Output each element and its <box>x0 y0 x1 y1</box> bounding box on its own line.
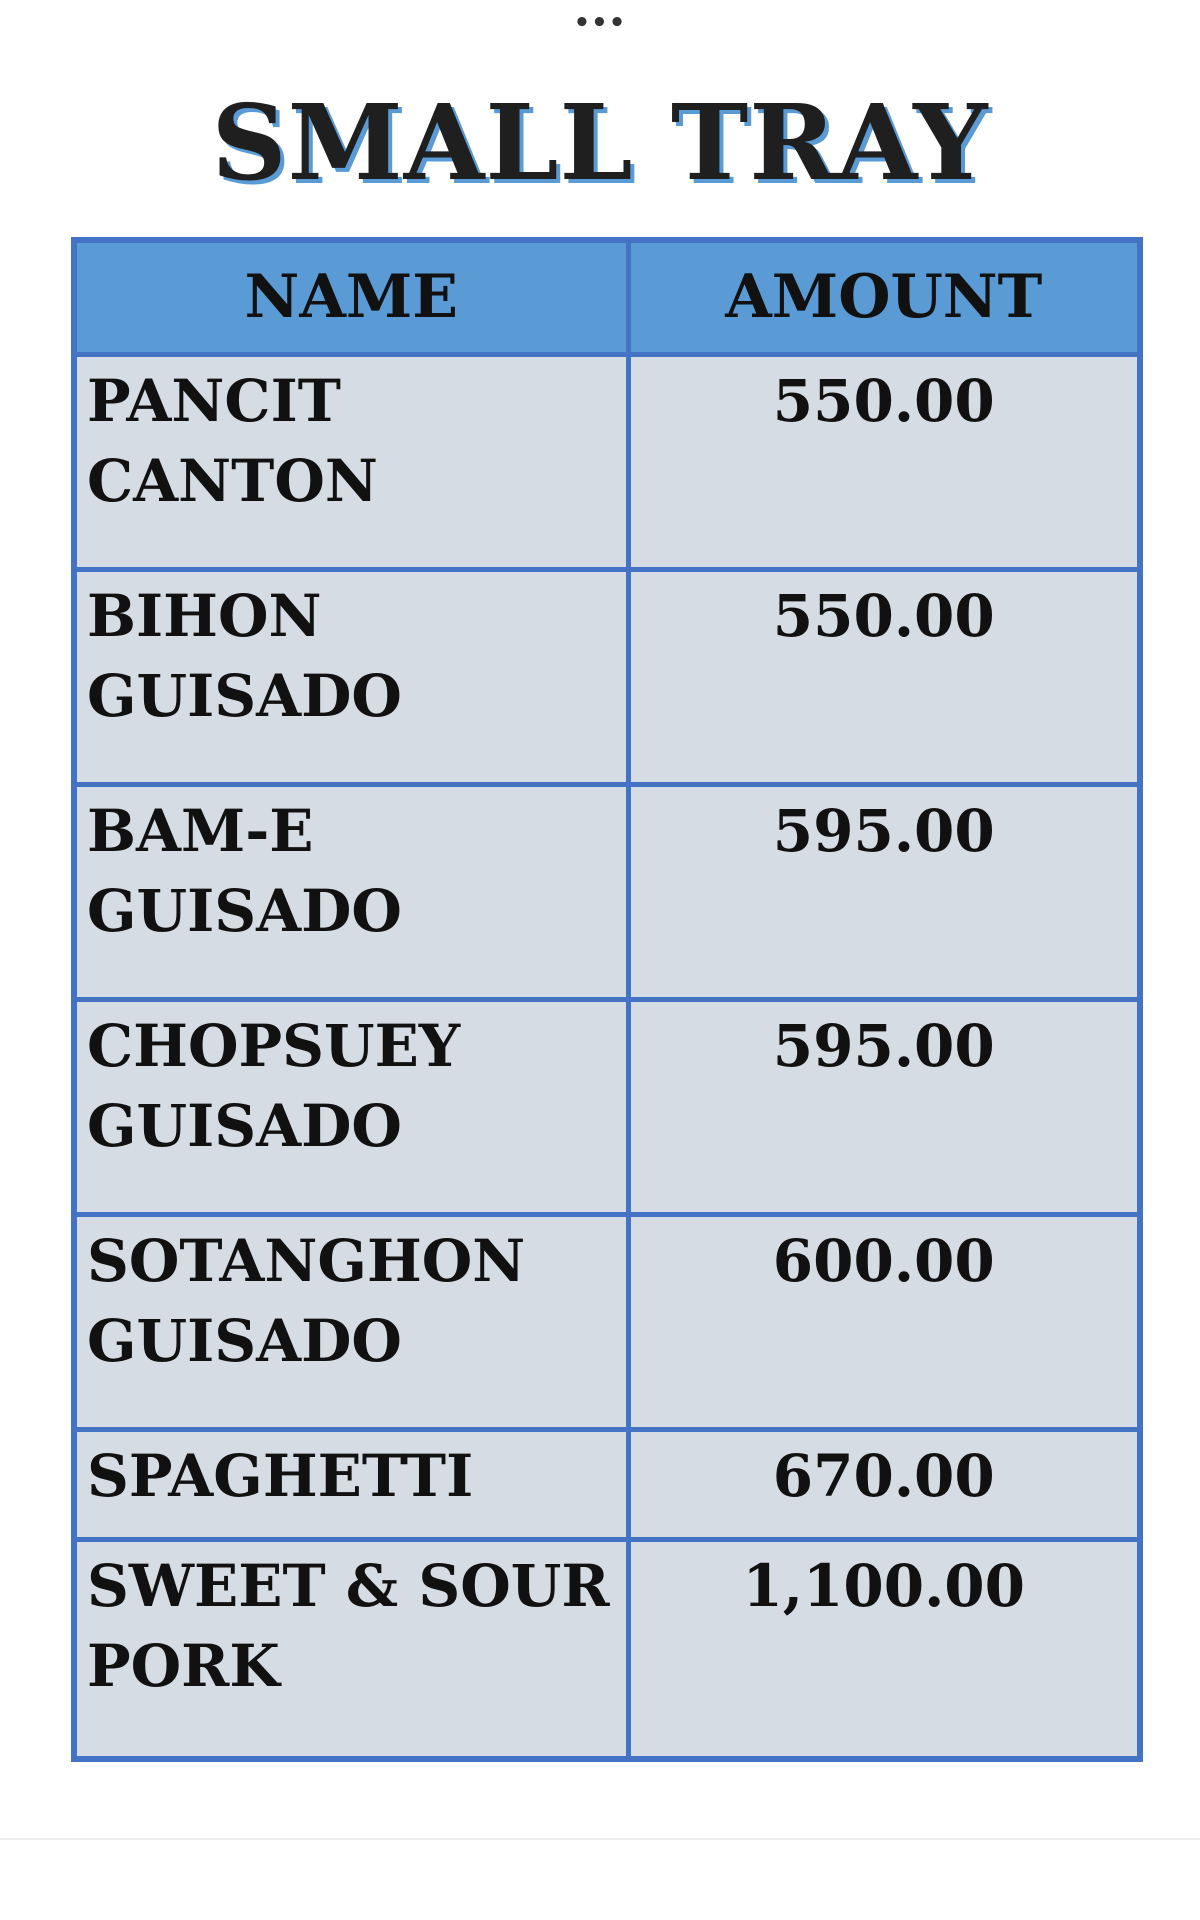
item-name: BAM-E GUISADO <box>74 784 628 999</box>
more-options-icon[interactable]: ••• <box>573 8 627 38</box>
item-amount: 670.00 <box>628 1429 1140 1539</box>
item-name: BIHON GUISADO <box>74 569 628 784</box>
column-header-amount: AMOUNT <box>628 240 1140 354</box>
page-title: SMALL TRAY <box>211 81 989 204</box>
table-row <box>74 784 1140 999</box>
item-amount: 600.00 <box>628 1214 1140 1429</box>
table-row <box>74 354 1140 569</box>
item-name: PANCIT CANTON <box>74 354 628 569</box>
table-row <box>74 569 1140 784</box>
table-row <box>74 1539 1140 1759</box>
item-amount: 595.00 <box>628 999 1140 1214</box>
table-row <box>74 1429 1140 1539</box>
table-row <box>74 999 1140 1214</box>
column-header-name: NAME <box>74 240 628 354</box>
price-table <box>71 237 1143 1762</box>
divider <box>0 1838 1200 1840</box>
item-name: SPAGHETTI <box>74 1429 628 1539</box>
item-name: SWEET & SOUR PORK <box>74 1539 628 1759</box>
item-amount: 550.00 <box>628 569 1140 784</box>
item-name: SOTANGHON GUISADO <box>74 1214 628 1429</box>
item-amount: 1,100.00 <box>628 1539 1140 1759</box>
item-amount: 595.00 <box>628 784 1140 999</box>
item-name: CHOPSUEY GUISADO <box>74 999 628 1214</box>
item-amount: 550.00 <box>628 354 1140 569</box>
table-row <box>74 1214 1140 1429</box>
table-header-row <box>74 240 1140 354</box>
